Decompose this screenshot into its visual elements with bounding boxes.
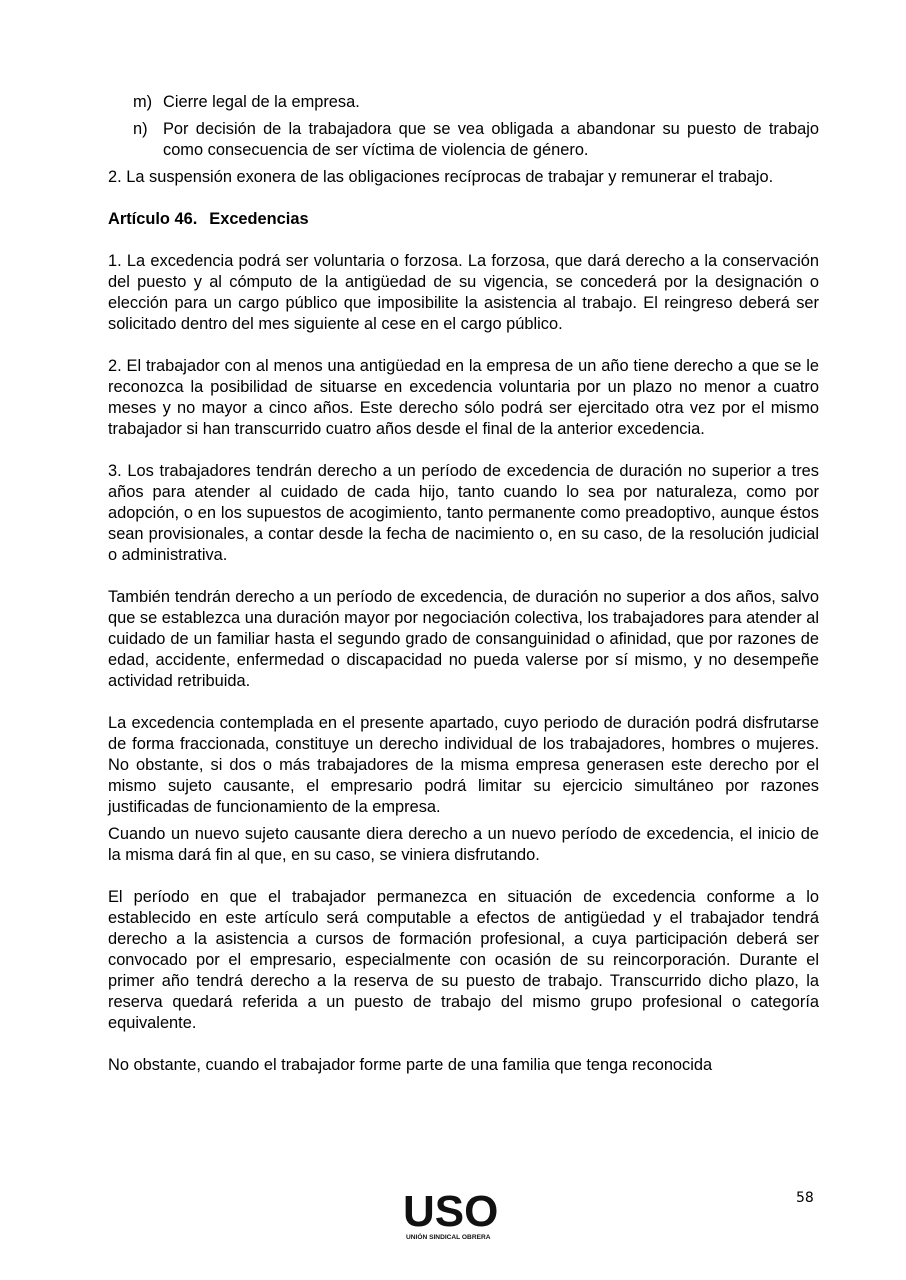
paragraph-suspension: 2. La suspensión exonera de las obligaciones recíprocas de trabajar y remunerar el trabajo. [108,168,774,186]
list-letter: n) [133,120,148,138]
paragraph-1: 1. La excedencia podrá ser voluntaria o forzosa. La forzosa, que dará derecho a la conservación del puesto y al cómputo de la antigüedad de su vigencia, se concederá por la designación o elección para un cargo público que imposibilite la asistencia al trabajo. El reingreso deberá ser solicitado dentro del mes siguiente al cese en el cargo público. [108,252,819,333]
document-body [108,92,819,1076]
uso-logo [400,1188,510,1244]
paragraph-3: 3. Los trabajadores tendrán derecho a un período de excedencia de duración no superior a tres años para atender al cuidado de cada hijo, tanto cuando lo sea por naturaleza, como por adopción, o en los supuestos de acogimiento, tanto permanente como preadoptivo, aunque éstos sean provisionales, a contar desde la fecha de nacimiento o, en su caso, de la resolución judicial o administrativa. [108,462,819,564]
logo-letters: USO [403,1188,499,1236]
list-text: Por decisión de la trabajadora que se vea obligada a abandonar su puesto de trabajo como consecuencia de ser víctima de violencia de género. [163,120,819,159]
list-item [133,119,819,161]
page-number: 58 [796,1190,814,1206]
paragraph-5: La excedencia contemplada en el presente apartado, cuyo periodo de duración podrá disfrutarse de forma fraccionada, constituye un derecho individual de los trabajadores, hombres o mujeres. No obstante, si dos o más trabajadores de la misma empresa generasen este derecho por el mismo sujeto causante, el empresario podrá limitar su ejercicio simultáneo por razones justificadas de funcionamiento de la empresa. [108,714,819,816]
paragraph-6: Cuando un nuevo sujeto causante diera derecho a un nuevo período de excedencia, el inicio de la misma dará fin al que, en su caso, se viniera disfrutando. [108,825,819,864]
list-item [133,92,819,113]
paragraph-7: El período en que el trabajador permanezca en situación de excedencia conforme a lo establecido en este artículo será computable a efectos de antigüedad y el trabajador tendrá derecho a la asistencia a cursos de formación profesional, a cuya participación deberá ser convocado por el empresario, especialmente con ocasión de su reincorporación. Durante el primer año tendrá derecho a la reserva de su puesto de trabajo. Transcurrido dicho plazo, la reserva quedará referida a un puesto de trabajo del mismo grupo profesional o categoría equivalente. [108,888,819,1032]
logo-subtitle: UNIÓN SINDICAL OBRERA [406,1234,491,1241]
paragraph-2: 2. El trabajador con al menos una antigüedad en la empresa de un año tiene derecho a que se le reconozca la posibilidad de situarse en excedencia voluntaria por un plazo no menor a cuatro meses y no mayor a cinco años. Este derecho sólo podrá ser ejercitado otra vez por el mismo trabajador si han transcurrido cuatro años desde el final de la anterior excedencia. [108,357,819,438]
article-heading [108,209,819,230]
list-text: Cierre legal de la empresa. [163,93,360,111]
paragraph-4: También tendrán derecho a un período de excedencia, de duración no superior a dos años, salvo que se establezca una duración mayor por negociación colectiva, los trabajadores para atender al cuidado de un familiar hasta el segundo grado de consanguinidad o afinidad, que por razones de edad, accidente, enfermedad o discapacidad no pueda valerse por sí mismo, y no desempeñe actividad retribuida. [108,588,819,690]
paragraph-8: No obstante, cuando el trabajador forme parte de una familia que tenga reconocida [108,1056,713,1074]
article-title: Excedencias [209,210,309,228]
list-letter: m) [133,93,153,111]
article-number: Artículo 46. [108,210,198,228]
